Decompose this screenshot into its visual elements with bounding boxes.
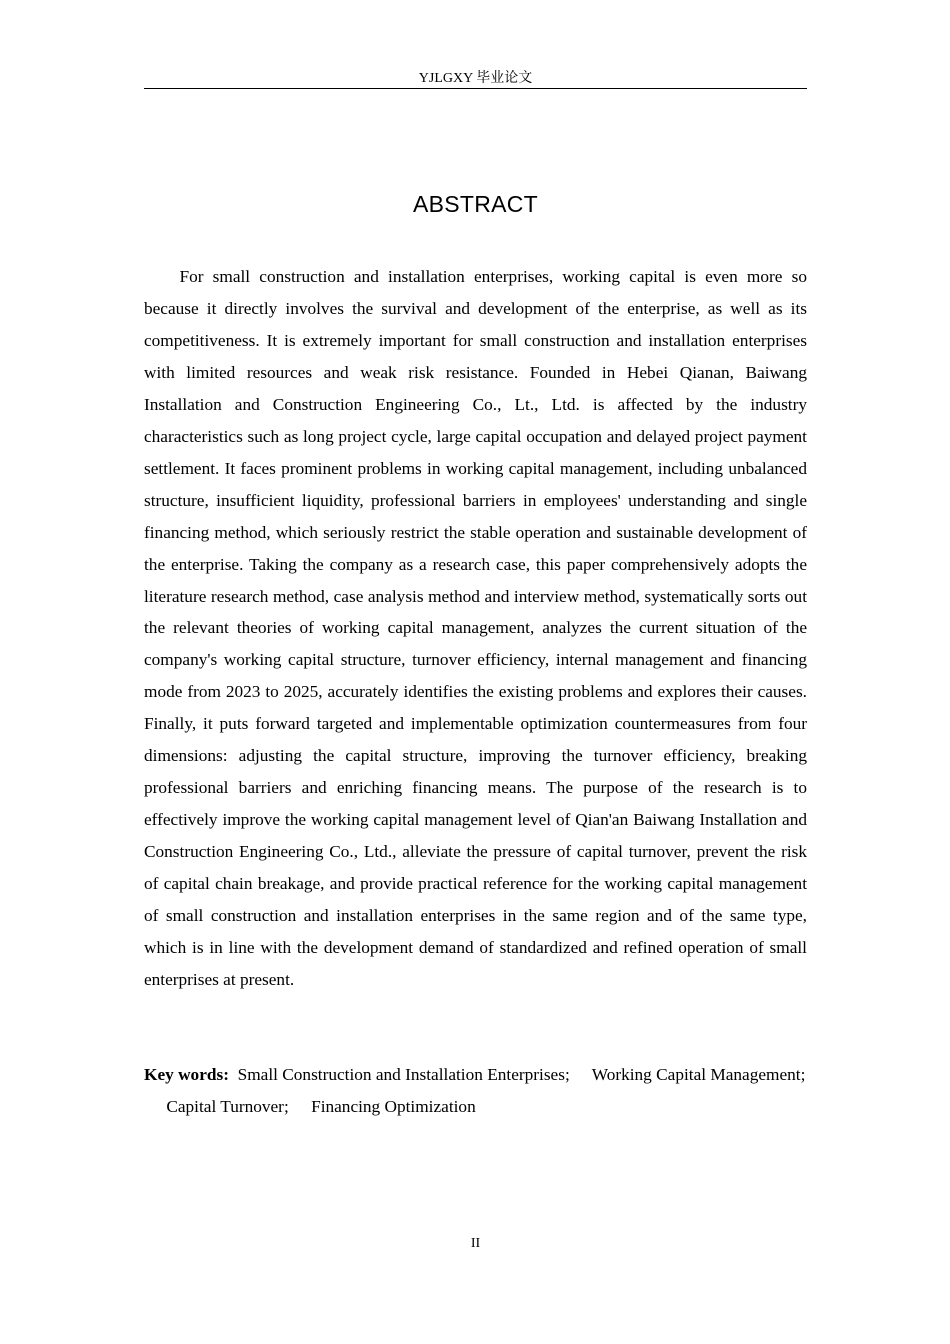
running-header: YJLGXY 毕业论文: [418, 71, 533, 86]
page-number: II: [470, 1236, 481, 1251]
keyword-item: Financing Optimization: [311, 1097, 476, 1116]
abstract-title: ABSTRACT: [412, 191, 539, 217]
keywords-label: Key words:: [144, 1065, 229, 1084]
keyword-item: Working Capital Management;: [591, 1065, 806, 1084]
keywords-line: [144, 1059, 807, 1123]
keyword-item: Capital Turnover;: [166, 1097, 289, 1116]
header-rule: [144, 88, 807, 89]
abstract-paragraph: For small construction and installation enterprises, working capital is even more so because it directly involves the survival and development of the enterprise, as well as its competitiveness. It is extremely important for small construction and installation enterprises with limited resources and weak risk resistance. Founded in Hebei Qianan, Baiwang Installation and Construction Engineering Co., Lt., Ltd. is affected by the industry characteristics such as long project cycle, large capital occupation and delayed project payment settlement. It faces prominent problems in working capital management, including unbalanced structure, insufficient liquidity, professional barriers in employees' understanding and single financing method, which seriously restrict the stable operation and sustainable development of the enterprise. Taking the company as a research case, this paper comprehensively adopts the literature research method, case analysis method and interview method, systematically sorts out the relevant theories of working capital management, analyzes the current situation of the company's working capital structure, turnover efficiency, internal management and financing mode from 2023 to 2025, accurately identifies the existing problems and explores their causes. Finally, it puts forward targeted and implementable optimization countermeasures from four dimensions: adjusting the capital structure, improving the turnover efficiency, breaking professional barriers and enriching financing means. The purpose of the research is to effectively improve the working capital management level of Qian'an Baiwang Installation and Construction Engineering Co., Ltd., alleviate the pressure of capital turnover, prevent the risk of capital chain breakage, and provide practical reference for the working capital management of small construction and installation enterprises in the same region and of the same type, which is in line with the development demand of standardized and refined operation of small enterprises at present.: [144, 267, 807, 989]
keyword-item: Small Construction and Installation Enterprises;: [237, 1065, 570, 1084]
